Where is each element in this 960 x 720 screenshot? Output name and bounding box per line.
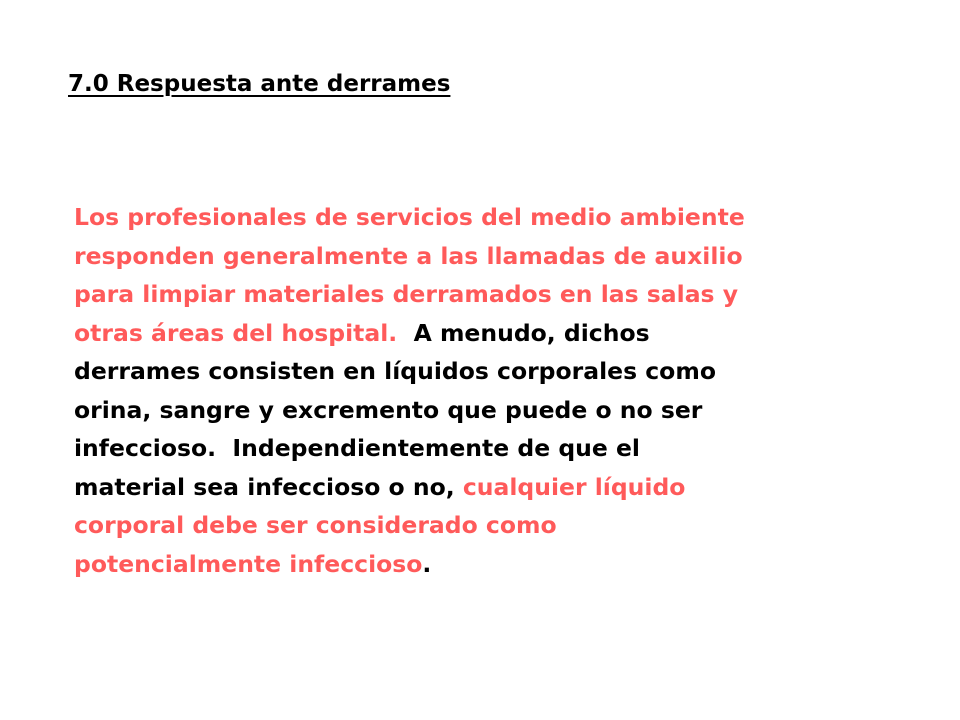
paragraph-line	[74, 237, 894, 276]
body-text: derrames consisten en líquidos corporales como	[74, 357, 716, 385]
paragraph-line	[74, 391, 894, 430]
highlight-text: Los profesionales de servicios del medio ambiente	[74, 203, 745, 231]
highlight-text: corporal debe ser considerado como	[74, 511, 557, 539]
slide-title: 7.0 Respuesta ante derrames	[68, 71, 451, 97]
paragraph-line	[74, 352, 894, 391]
paragraph-line	[74, 198, 894, 237]
body-text: orina, sangre y excremento que puede o no ser	[74, 395, 703, 424]
highlight-text: otras áreas del hospital.	[74, 318, 398, 347]
paragraph-line	[74, 545, 894, 584]
body-text: A menudo, dichos	[397, 318, 650, 347]
body-text: .	[422, 549, 432, 578]
highlight-text: potencialmente infeccioso	[74, 549, 423, 578]
paragraph-line	[74, 506, 894, 545]
paragraph-line	[74, 314, 894, 353]
body-text: infeccioso. Independientemente de que el	[74, 434, 640, 462]
paragraph-line	[74, 275, 894, 314]
body-text: material sea infeccioso o no,	[74, 472, 463, 501]
body-paragraph	[74, 198, 894, 583]
highlight-text: para limpiar materiales derramados en las salas y	[74, 280, 739, 308]
highlight-text: cualquier líquido	[462, 472, 686, 501]
highlight-text: responden generalmente a las llamadas de auxilio	[74, 241, 743, 270]
paragraph-line	[74, 468, 894, 507]
paragraph-line	[74, 429, 894, 468]
